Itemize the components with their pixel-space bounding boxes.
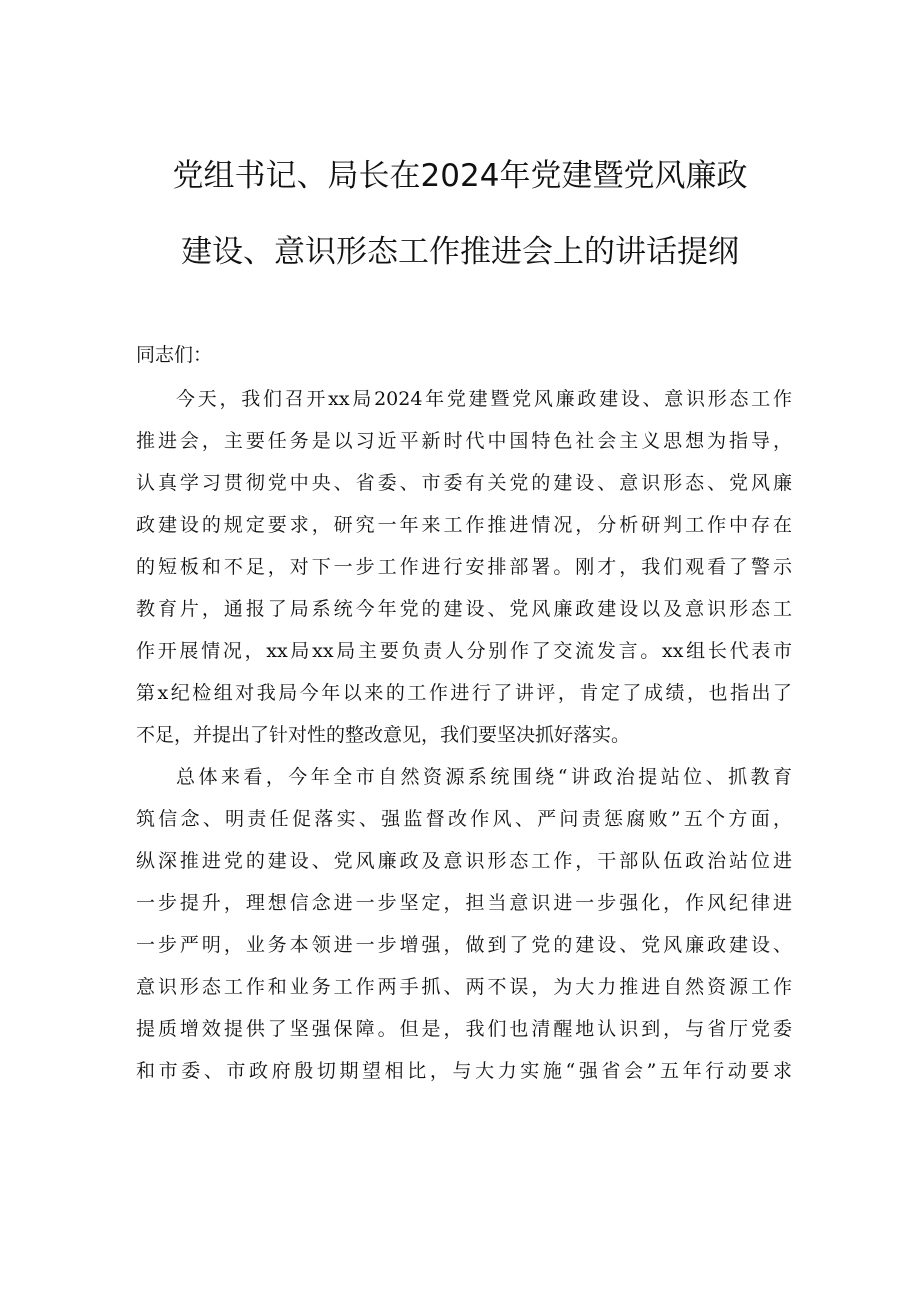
paragraph-1-line: 第x纪检组对我局今年以来的工作进行了讲评，肯定了成绩，也指出了 (136, 682, 792, 704)
paragraph-1-line: 今天，我们召开xx局2024年党建暨党风廉政建设、意识形态工作 (176, 388, 792, 410)
paragraph-1-line: 的短板和不足，对下一步工作进行安排部署。刚才，我们观看了警示 (136, 556, 792, 578)
paragraph-1-line: 教育片，通报了局系统今年党的建设、党风廉政建设以及意识形态工 (136, 598, 792, 620)
paragraph-1-line: 不足，并提出了针对性的整改意见，我们要坚决抓好落实。 (136, 724, 631, 746)
paragraph-1-line: 政建设的规定要求，研究一年来工作推进情况，分析研判工作中存在 (136, 514, 792, 536)
paragraph-2-line: 提质增效提供了坚强保障。但是，我们也清醒地认识到，与省厅党委 (136, 1018, 792, 1040)
paragraph-1-line: 推进会，主要任务是以习近平新时代中国特色社会主义思想为指导， (136, 430, 792, 452)
paragraph-2-line: 一步严明，业务本领进一步增强，做到了党的建设、党风廉政建设、 (136, 934, 792, 956)
paragraph-2-line: 意识形态工作和业务工作两手抓、两不误，为大力推进自然资源工作 (136, 976, 792, 998)
salutation: 同志们： (136, 344, 213, 366)
paragraph-1-line: 认真学习贯彻党中央、省委、市委有关党的建设、意识形态、党风廉 (136, 472, 792, 494)
document-title-line-1: 党组书记、局长在2024年党建暨党风廉政 (172, 158, 748, 194)
paragraph-1-line: 作开展情况，xx局xx局主要负责人分别作了交流发言。xx组长代表市 (136, 640, 792, 662)
paragraph-2-line: 一步提升，理想信念进一步坚定，担当意识进一步强化，作风纪律进 (136, 892, 792, 914)
paragraph-2-line: 筑信念、明责任促落实、强监督改作风、严问责惩腐败”五个方面， (136, 808, 792, 830)
paragraph-2-line: 纵深推进党的建设、党风廉政及意识形态工作，干部队伍政治站位进 (136, 850, 792, 872)
paragraph-2-line: 总体来看，今年全市自然资源系统围绕“讲政治提站位、抓教育 (176, 766, 792, 788)
paragraph-2-line: 和市委、市政府殷切期望相比，与大力实施“强省会”五年行动要求 (136, 1060, 792, 1082)
document-title-line-2: 建设、意识形态工作推进会上的讲话提纲 (181, 234, 739, 270)
